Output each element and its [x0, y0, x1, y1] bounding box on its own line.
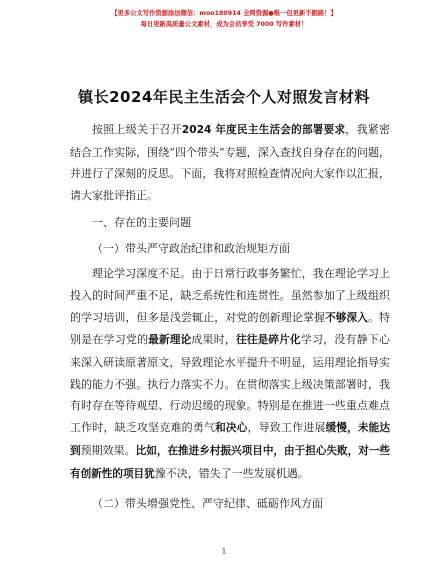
document-title: 镇长2024年民主生活会个人对照发言材料 [78, 88, 370, 106]
document-body [70, 119, 390, 515]
intro-paragraph: 按照上级关于召开2024 年度民主生活会的部署要求，我紧密结合工作实际，围绕“四个带头”专题，深入查找自身存在的问题，并进行了深刻的反思。下面，我将对照检查情况向大家作以汇报，请大家批评指正。 [70, 123, 391, 203]
subsection-heading: （二）带头增强党性、严守纪律、砥砺作风方面 [92, 497, 323, 511]
page-number: 1 [221, 547, 227, 556]
section-heading: 一、存在的主要问题 [92, 215, 191, 229]
promo-banner [0, 8, 448, 30]
subsection-heading: （一）带头严守政治纪律和政治规矩方面 [92, 241, 290, 255]
promo-banner-line2: 每日更新高质量公文素材，成为会员享受 7000 写作素材！ [140, 21, 308, 28]
body-paragraph: 理论学习深度不足。由于日常行政事务繁忙，我在理论学习上投入的时间严重不足，缺乏系统性和连贯性。虽然参加了上级组织的学习培训，但多是浅尝辄止，对党的创新理论掌握不够深入。特别是在学习党的最新理论成果时，往往是碎片化学习，没有静下心来深入研读原著原文，导致理论水平提升不明显，运用理论指导实践的能力不强。执行力落实不力。在贯彻落实上级决策部署时，我有时存在等待观望、行动迟缓的现象。特别是在推进一些重点难点工作时，缺乏攻坚克难的勇气和决心，导致工作进展缓慢，未能达到预期效果。比如，在推进乡村振兴项目中，由于担心失败，对一些有创新性的项目犹豫不决，错失了一些发展机遇。 [70, 267, 391, 480]
promo-banner-line1: 【更多公文写作资源添加微信：moo180914 全网资源●唯一包更新不跑路！】 [111, 10, 337, 17]
